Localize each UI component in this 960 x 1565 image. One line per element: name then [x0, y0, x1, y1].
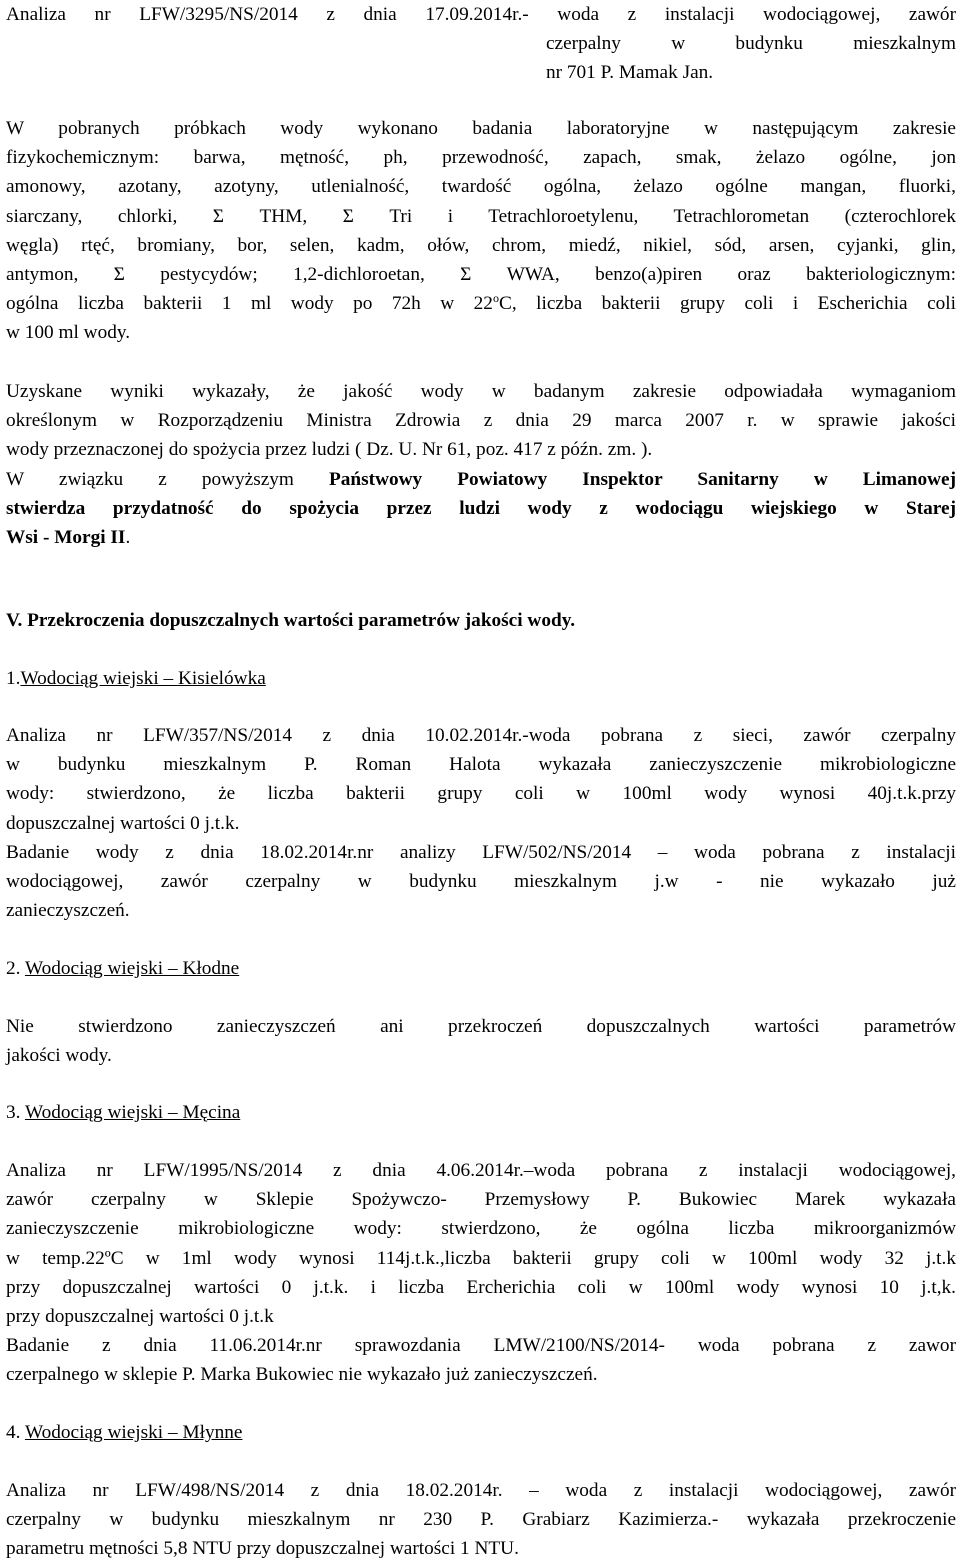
subsection-number: 2.: [6, 958, 21, 979]
bold-fragment: Państwowy Powiatowy Inspektor Sanitarny w Limanowej: [329, 468, 956, 490]
section-heading: [6, 606, 956, 635]
subsection-title-text: Wodociąg wiejski – Męcina: [24, 1102, 241, 1123]
subsection-number: 4.: [6, 1422, 21, 1443]
text-line: określonym w Rozporządzeniu Ministra Zdrowia z dnia 29 marca 2007 r. w sprawie jakości: [6, 410, 956, 432]
text-fragment: ogólna liczba bakterii 1 ml wody po 72h w 22: [6, 293, 493, 315]
subsection-number: 1.: [6, 668, 21, 689]
text-fragment: .: [125, 527, 131, 549]
text-line: dopuszczalnej wartości 0 j.t.k.: [6, 812, 240, 834]
subsection-title: [6, 664, 956, 693]
text-fragment: W związku z powyższym: [6, 468, 294, 490]
subsection-body: [6, 1476, 956, 1564]
text-line: czerpalny w budynku mieszkalnym nr 230 P. Grabiarz Kazimierza.- wykazała przekroczenie: [6, 1509, 956, 1531]
section-number: V.: [6, 610, 23, 631]
text-line: W pobranych próbkach wody wykonano badania laboratoryjne w następującym zakresie: [6, 118, 956, 139]
subsection-title: [6, 1098, 956, 1127]
section-title: [6, 606, 956, 635]
subsection-body: [6, 1156, 956, 1390]
text-line: wody: stwierdzono, że liczba bakterii grupy coli w 100ml wody wynosi 40j.t.k.przy: [6, 783, 956, 805]
text-line: zanieczyszczenie mikrobiologiczne wody: stwierdzono, że ogólna liczba mikroorganizmów: [6, 1218, 956, 1240]
subsection-body: [6, 721, 956, 925]
text-line: [6, 465, 956, 494]
subsection-heading: [6, 1098, 956, 1127]
text-line: w temp.22ºC w 1ml wody wynosi 114j.t.k.,liczba bakterii grupy coli w 100ml wody 32 j.t.k: [6, 1247, 956, 1269]
text-line: Analiza nr LFW/357/NS/2014 z dnia 10.02.2014r.-woda pobrana z sieci, zawór czerpalny: [6, 725, 956, 746]
text-line: wodociągowej, zawór czerpalny w budynku mieszkalnym j.w - nie wykazało już: [6, 871, 956, 893]
text-line: Uzyskane wyniki wykazały, że jakość wody w badanym zakresie odpowiadała wymaganiom: [6, 381, 956, 402]
degree-superscript: o: [492, 291, 499, 306]
text-line: antymon, Σ pestycydów; 1,2-dichloroetan, Σ WWA, benzo(a)piren oraz bakteriologicznym:: [6, 264, 956, 286]
intro-paragraph: [6, 114, 956, 348]
text-line: amonowy, azotany, azotyny, utlenialność, twardość ogólna, żelazo ogólne mangan, fluorki,: [6, 176, 956, 198]
text-line: Badanie z dnia 11.06.2014r.nr sprawozdania LMW/2100/NS/2014- woda pobrana z zawor: [6, 1335, 956, 1357]
text-line: zawór czerpalny w Sklepie Spożywczo- Przemysłowy P. Bukowiec Marek wykazała: [6, 1189, 956, 1211]
text-line: Badanie wody z dnia 18.02.2014r.nr analizy LFW/502/NS/2014 – woda pobrana z instalacji: [6, 841, 956, 863]
text-line: [6, 289, 956, 318]
header-line: nr 701 P. Mamak Jan.: [546, 62, 714, 84]
header-paragraph: [6, 0, 956, 88]
text-line: czerpalnego w sklepie P. Marka Bukowiec nie wykazało już zanieczyszczeń.: [6, 1364, 598, 1386]
results-paragraph: [6, 377, 956, 552]
text-line: w budynku mieszkalnym P. Roman Halota wykazała zanieczyszczenie mikrobiologiczne: [6, 754, 956, 776]
text-line: Nie stwierdzono zanieczyszczeń ani przekroczeń dopuszczalnych wartości parametrów: [6, 1016, 956, 1037]
text-line: zanieczyszczeń.: [6, 900, 130, 922]
text-line: przy dopuszczalnej wartości 0 j.t.k: [6, 1306, 274, 1328]
text-line: Analiza nr LFW/498/NS/2014 z dnia 18.02.2014r. – woda z instalacji wodociągowej, zawór: [6, 1480, 956, 1501]
text-line: parametru mętności 5,8 NTU przy dopuszczalnej wartości 1 NTU.: [6, 1538, 519, 1560]
subsection-title: [6, 954, 956, 983]
text-line: jakości wody.: [6, 1045, 112, 1067]
bold-fragment: Wsi - Morgi II: [6, 527, 126, 549]
header-line: Analiza nr LFW/3295/NS/2014 z dnia 17.09.2014r.- woda z instalacji wodociągowej, zawór: [6, 4, 956, 25]
subsection-title-text: Wodociąg wiejski – Kłodne: [24, 958, 240, 979]
subsection-body: [6, 1012, 956, 1070]
section-title-text: Przekroczenia dopuszczalnych wartości parametrów jakości wody.: [27, 610, 576, 631]
bold-line: stwierdza przydatność do spożycia przez ludzi wody z wodociągu wiejskiego w Starej: [6, 497, 956, 519]
subsection-heading: [6, 1418, 956, 1447]
text-line: Analiza nr LFW/1995/NS/2014 z dnia 4.06.2014r.–woda pobrana z instalacji wodociągowej,: [6, 1160, 956, 1181]
subsection-heading: [6, 954, 956, 983]
header-line: czerpalny w budynku mieszkalnym: [546, 33, 956, 55]
subsection-heading: [6, 664, 956, 693]
text-line: w 100 ml wody.: [6, 322, 131, 344]
text-fragment: C, liczba bakterii grupy coli i Escherichia coli: [498, 293, 956, 315]
subsection-title: [6, 1418, 956, 1447]
text-line: przy dopuszczalnej wartości 0 j.t.k. i liczba Ercherichia coli w 100ml wody wynosi 10 j.t,k.: [6, 1276, 956, 1298]
text-line: wody przeznaczonej do spożycia przez ludzi ( Dz. U. Nr 61, poz. 417 z późn. zm. ).: [6, 439, 653, 461]
text-line: fizykochemicznym: barwa, mętność, ph, przewodność, zapach, smak, żelazo ogólne, jon: [6, 147, 956, 169]
subsection-title-text: Wodociąg wiejski – Młynne: [24, 1422, 243, 1443]
text-line: [6, 523, 956, 552]
subsection-title-text: Wodociąg wiejski – Kisielówka: [20, 668, 266, 689]
text-line: siarczany, chlorki, Σ THM, Σ Tri i Tetrachloroetylenu, Tetrachlorometan (czterochlorek: [6, 205, 956, 227]
text-line: węgla) rtęć, bromiany, bor, selen, kadm, ołów, chrom, miedź, nikiel, sód, arsen, cyjanki, glin,: [6, 234, 956, 256]
subsection-number: 3.: [6, 1102, 21, 1123]
